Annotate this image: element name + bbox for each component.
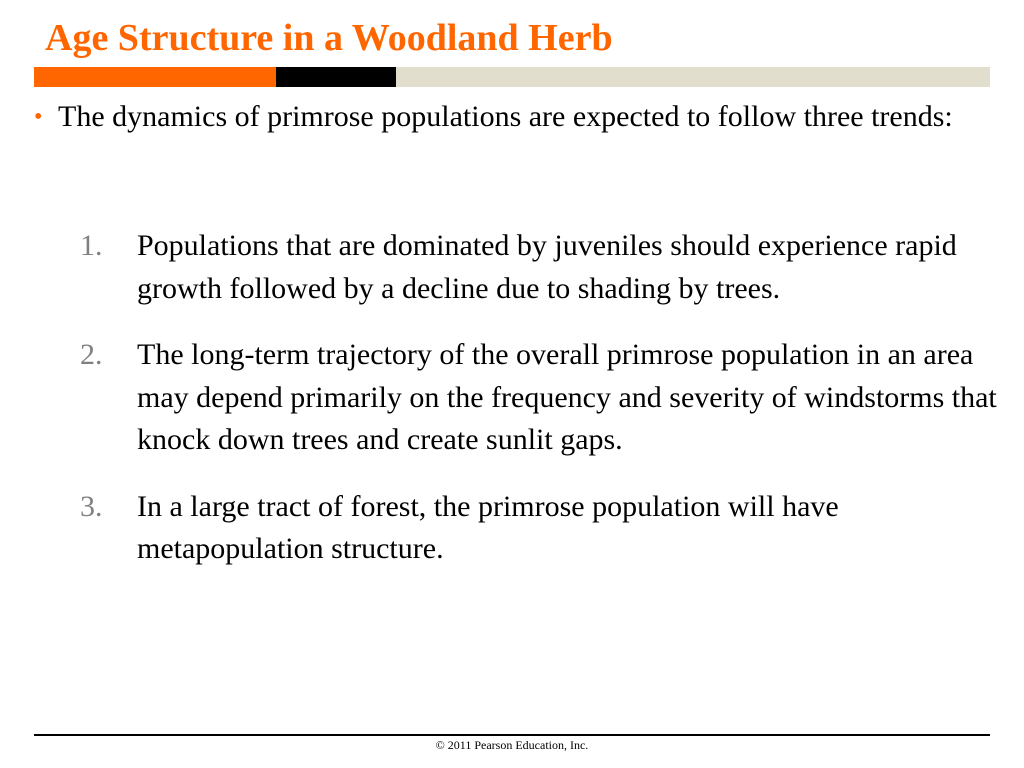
copyright-footer: © 2011 Pearson Education, Inc.	[435, 738, 589, 752]
divider-segment-black	[276, 67, 396, 87]
footer-divider	[34, 734, 990, 736]
list-item-text: The long-term trajectory of the overall primrose population in an area may depend primarily on the frequency and severity of windstorms that knock down trees and create sunlit gaps.	[137, 338, 997, 456]
list-item	[80, 486, 1000, 571]
list-item-number: 3.	[80, 489, 103, 523]
bullet-point	[34, 98, 994, 136]
divider-segment-orange	[34, 67, 276, 87]
list-item	[80, 334, 1000, 462]
slide-title: Age Structure in a Woodland Herb	[45, 17, 613, 59]
title-divider-bar	[34, 67, 990, 87]
bullet-text: The dynamics of primrose populations are expected to follow three trends:	[58, 100, 953, 133]
list-item-text: In a large tract of forest, the primrose population will have metapopulation structure.	[137, 489, 839, 565]
list-item-text: Populations that are dominated by juveniles should experience rapid growth followed by a decline due to shading by trees.	[137, 229, 957, 305]
list-item-number: 2.	[80, 338, 103, 371]
numbered-list	[80, 225, 1000, 595]
bullet-mark: •	[34, 104, 43, 130]
list-item	[80, 225, 1000, 310]
divider-segment-beige	[396, 67, 990, 87]
list-item-number: 1.	[80, 229, 103, 262]
